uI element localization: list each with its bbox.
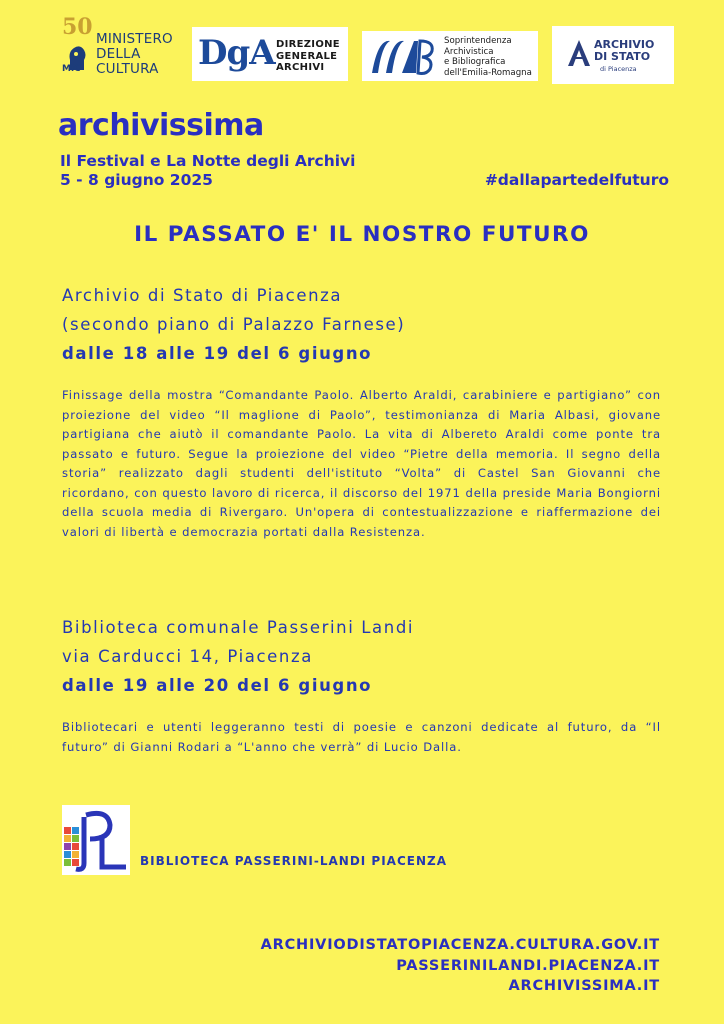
asp-sublabel: di Piacenza xyxy=(600,65,637,73)
mic-line-3: CULTURA xyxy=(96,61,159,77)
event-2-header xyxy=(62,613,414,700)
library-emblem-icon xyxy=(62,805,130,875)
sab-line-2: Archivistica xyxy=(444,46,494,57)
footer-links xyxy=(261,935,660,997)
dga-line-3: ARCHIVI xyxy=(276,62,325,73)
page-headline: IL PASSATO E' IL NOSTRO FUTURO xyxy=(134,222,590,247)
sab-line-3: e Bibliografica xyxy=(444,57,506,67)
library-logo xyxy=(62,805,130,875)
mic-wordmark xyxy=(96,32,173,77)
mic-line-2: DELLA xyxy=(96,46,141,62)
archivio-stato-logo xyxy=(552,26,674,84)
sab-monogram-icon xyxy=(368,35,438,77)
soprintendenza-logo xyxy=(362,31,538,81)
event-2-place: Biblioteca comunale Passerini Landi xyxy=(62,618,415,637)
sab-line-1: Soprintendenza xyxy=(444,36,512,46)
sab-wordmark xyxy=(444,36,532,78)
festival-dates: 5 - 8 giugno 2025 xyxy=(60,171,213,189)
event-1-time: dalle 18 alle 19 del 6 giugno xyxy=(62,344,373,363)
event-2-description: Bibliotecari e utenti leggeranno testi di poesie e canzoni dedicate al futuro, da “Il futuro” di Gianni Rodari a “L'anno che verrà” di Lucio Dalla. xyxy=(62,720,661,754)
event-1-place: Archivio di Stato di Piacenza xyxy=(62,286,343,305)
mic-line-1: MINISTERO xyxy=(96,31,173,47)
festival-subtitle: Il Festival e La Notte degli Archivi xyxy=(60,152,356,170)
asp-line-2: DI STATO xyxy=(594,50,651,63)
asp-wordmark xyxy=(594,39,654,63)
event-2-location: via Carducci 14, Piacenza xyxy=(62,647,313,666)
dga-logo xyxy=(192,27,348,81)
asp-line-1: ARCHIVIO xyxy=(594,38,655,51)
dga-wordmark xyxy=(276,39,340,74)
ministero-cultura-logo xyxy=(60,14,182,80)
mic-50-badge: 50 xyxy=(62,14,93,40)
brand-title: archivissima xyxy=(58,108,264,143)
link-archivissima[interactable]: ARCHIVISSIMA.IT xyxy=(508,978,660,994)
link-archivio[interactable]: ARCHIVIODISTATOPIACENZA.CULTURA.GOV.IT xyxy=(260,937,660,953)
event-1-header xyxy=(62,281,405,368)
hashtag: #dallapartedelfuturo xyxy=(484,171,669,189)
sab-line-4: dell'Emilia-Romagna xyxy=(444,67,532,78)
library-name: BIBLIOTECA PASSERINI-LANDI PIACENZA xyxy=(140,854,448,868)
dga-mark: DgA xyxy=(198,33,275,73)
event-1-description: Finissage della mostra “Comandante Paolo. Alberto Araldi, carabiniere e partigiano” con proiezione del video “Il maglione di Paolo”, testimonianza di Maria Albasi, giovane partigiana che aiutò il comandante Paolo. La vita di Albereto Araldi come ponte tra passato e futuro. Segue la proiezione del video “Pietre della memoria. Il segno della storia” realizzato dagli studenti dell'istituto “Volta” di Castel San Giovanni che ricordano, con questo lavoro di ricerca, il discorso del 1971 della preside Maria Bongiorni della scuola media di Rivergaro. Un'opera di contestualizzazione e riaffermazione dei valori di libertà e democrazia portati dalla Resistenza. xyxy=(62,388,661,539)
link-passerinilandi[interactable]: PASSERINILANDI.PIACENZA.IT xyxy=(396,957,660,974)
event-2-time: dalle 19 alle 20 del 6 giugno xyxy=(62,676,373,695)
mic-micro-label: MiC xyxy=(62,64,81,74)
event-1-location: (secondo piano di Palazzo Farnese) xyxy=(62,315,406,334)
dga-line-2: GENERALE xyxy=(276,50,338,62)
asp-emblem-icon xyxy=(566,38,592,68)
dga-line-1: DIREZIONE xyxy=(276,39,340,50)
